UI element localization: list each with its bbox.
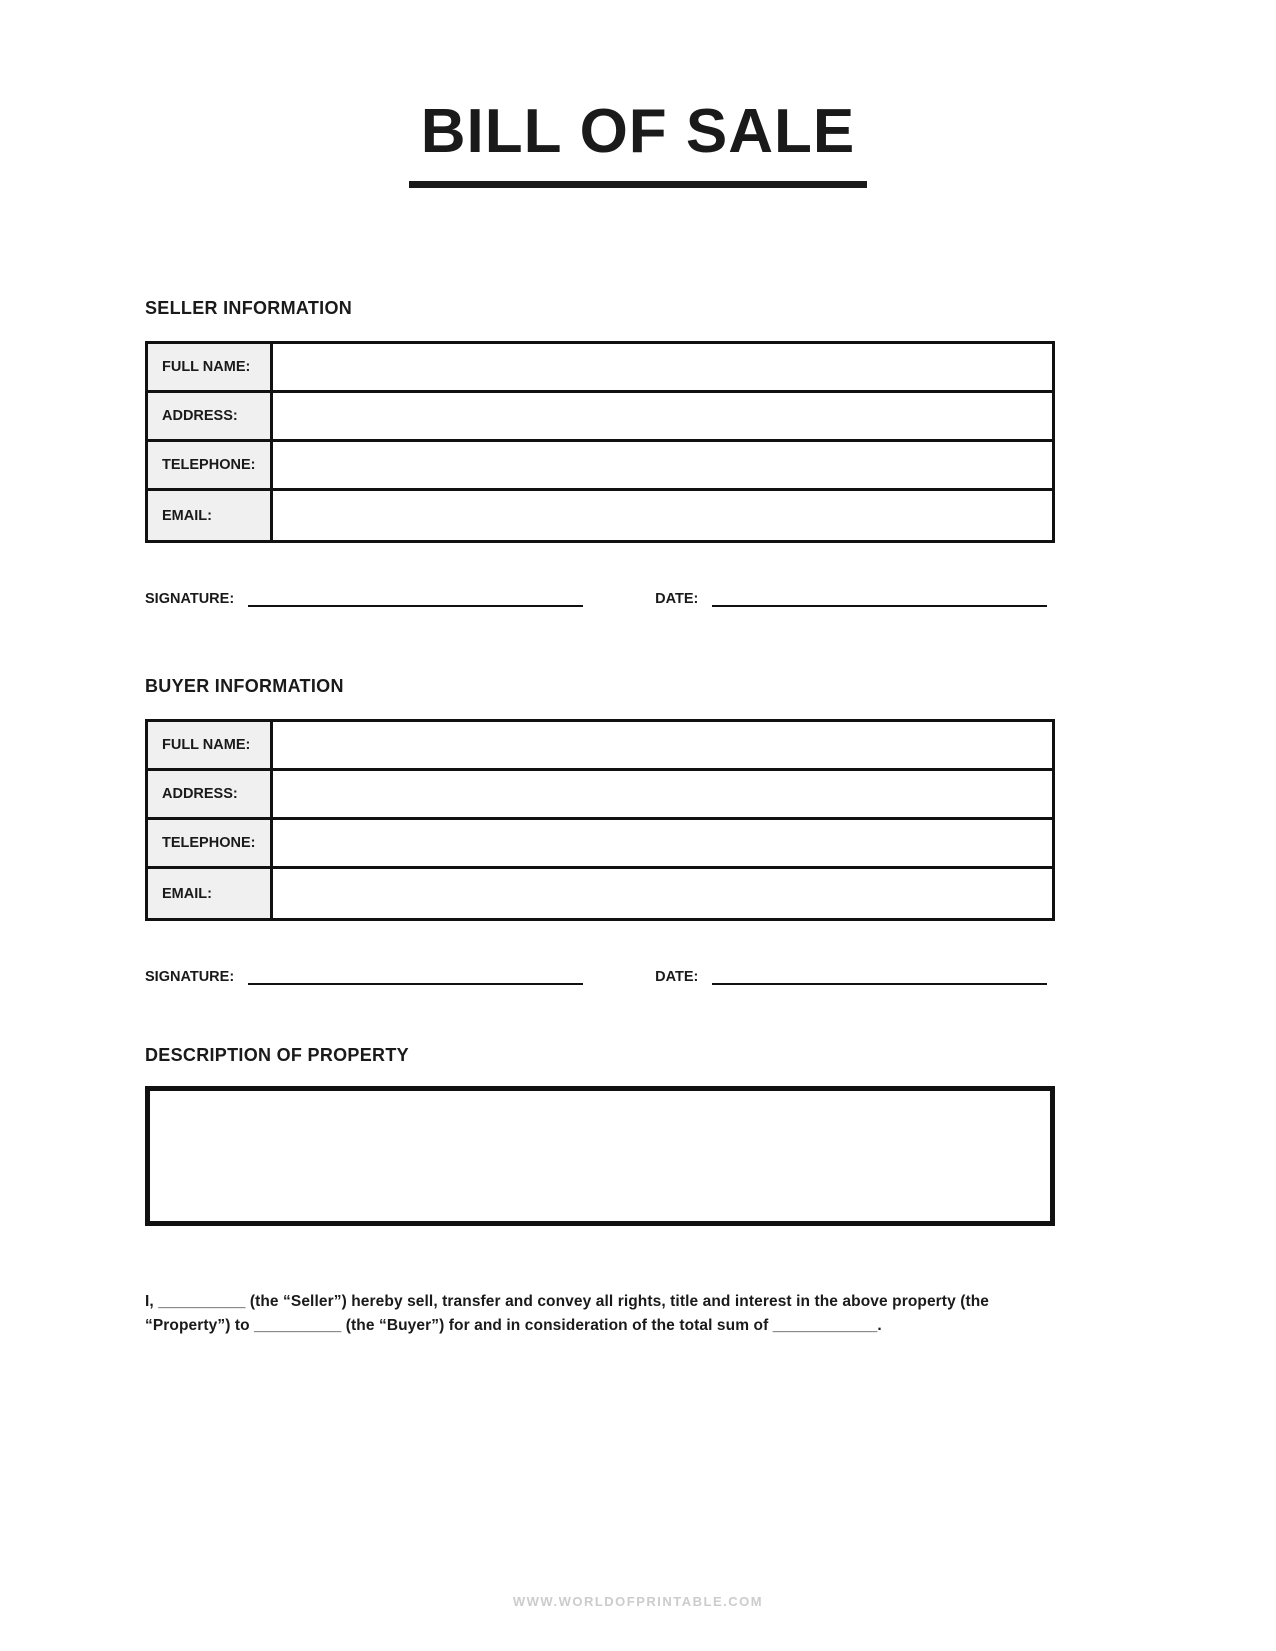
- seller-telephone-field[interactable]: [273, 442, 1052, 488]
- date-label: DATE:: [655, 591, 699, 607]
- property-description-field[interactable]: [145, 1086, 1055, 1226]
- seller-date-line[interactable]: [712, 589, 1047, 607]
- field-label: TELEPHONE:: [148, 442, 273, 488]
- field-label: FULL NAME:: [148, 344, 273, 390]
- seller-full-name-field[interactable]: [273, 344, 1052, 390]
- legal-statement-text: I, __________ (the “Seller”) hereby sell, transfer and convey all rights, title and interest in the above property (the “Property”) to __________ (the “Buyer”) for and in consideration of the total sum of ____________.: [145, 1293, 990, 1335]
- document-header: [0, 96, 1276, 188]
- page-title: BILL OF SALE: [420, 97, 856, 166]
- seller-signature-line[interactable]: [248, 589, 583, 607]
- footer-url: WWW.WORLDOFPRINTABLE.COM: [512, 1594, 764, 1609]
- signature-label: SIGNATURE:: [145, 969, 235, 985]
- table-row: [148, 344, 1052, 393]
- field-label: TELEPHONE:: [148, 820, 273, 866]
- buyer-info-table: [145, 719, 1055, 921]
- seller-email-field[interactable]: [273, 491, 1052, 540]
- field-label: FULL NAME:: [148, 722, 273, 768]
- buyer-date-line[interactable]: [712, 967, 1047, 985]
- table-row: [148, 771, 1052, 820]
- property-section: [145, 1045, 1055, 1226]
- buyer-signature-line[interactable]: [248, 967, 583, 985]
- buyer-section: [145, 676, 1055, 985]
- seller-address-field[interactable]: [273, 393, 1052, 439]
- seller-heading: SELLER INFORMATION: [145, 298, 353, 318]
- field-label: EMAIL:: [148, 869, 273, 918]
- field-label: ADDRESS:: [148, 771, 273, 817]
- buyer-heading: BUYER INFORMATION: [145, 676, 344, 696]
- seller-section: [145, 298, 1055, 607]
- buyer-email-field[interactable]: [273, 869, 1052, 918]
- seller-signature-row: [145, 589, 1055, 607]
- buyer-address-field[interactable]: [273, 771, 1052, 817]
- signature-label: SIGNATURE:: [145, 591, 235, 607]
- table-row: [148, 442, 1052, 491]
- table-row: [148, 393, 1052, 442]
- title-underline: [409, 181, 867, 188]
- table-row: [148, 491, 1052, 540]
- buyer-full-name-field[interactable]: [273, 722, 1052, 768]
- buyer-telephone-field[interactable]: [273, 820, 1052, 866]
- field-label: EMAIL:: [148, 491, 273, 540]
- buyer-signature-row: [145, 967, 1055, 985]
- field-label: ADDRESS:: [148, 393, 273, 439]
- seller-info-table: [145, 341, 1055, 543]
- statement-section: [145, 1290, 1055, 1338]
- table-row: [148, 820, 1052, 869]
- property-heading: DESCRIPTION OF PROPERTY: [145, 1045, 409, 1065]
- date-label: DATE:: [655, 969, 699, 985]
- table-row: [148, 722, 1052, 771]
- table-row: [148, 869, 1052, 918]
